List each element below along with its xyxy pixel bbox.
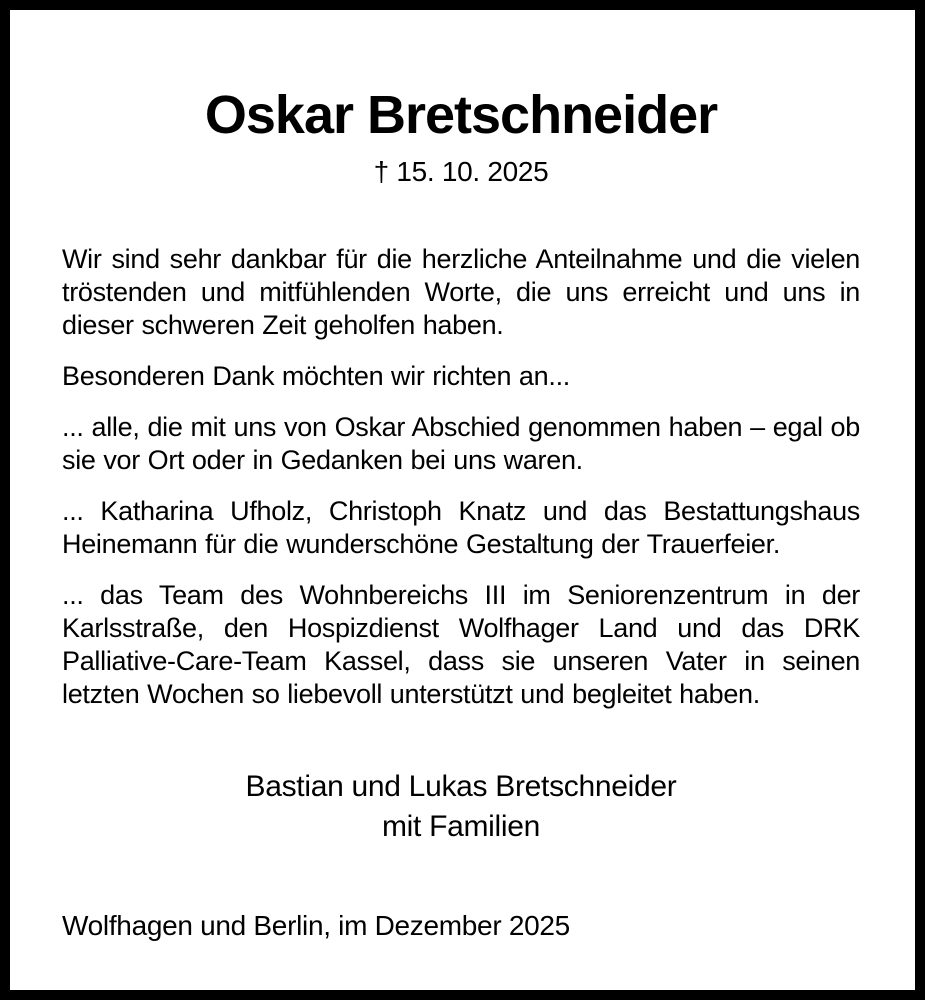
condolence-paragraph-funeral-home: ... Katharina Ufholz, Christoph Knatz und das Bestattungshaus Heinemann für die wunderschöne Gestaltung der Trauerfeier. [62,495,860,559]
signature-families: mit Familien [381,809,541,843]
condolence-paragraph-thanks: Wir sind sehr dankbar für die herzliche Anteilnahme und die vielen tröstenden und mitfühlenden Worte, die uns erreicht und uns in dieser schweren Zeit geholfen haben. [62,243,860,340]
condolence-paragraph-intro: Besonderen Dank möchten wir richten an... [62,360,570,391]
condolence-paragraph-mourners: ... alle, die mit uns von Oskar Abschied genommen haben – egal ob sie vor Ort oder in Gedanken bei uns waren. [62,411,860,475]
deceased-name: Oskar Bretschneider [204,85,718,145]
signature-names: Bastian und Lukas Bretschneider [245,769,677,803]
condolence-text [62,243,860,711]
signature-block [62,767,860,847]
place-date-line: Wolfhagen und Berlin, im Dezember 2025 [62,909,570,941]
death-date: † 15. 10. 2025 [373,156,549,188]
condolence-paragraph-care-team: ... das Team des Wohnbereichs III im Seniorenzentrum in der Karlsstraße, den Hospizdienst Wolfhager Land und das DRK Palliative-Care-Team Kassel, dass sie unseren Vater in seinen letzten Wochen so liebevoll unterstützt und begleitet haben. [62,579,860,709]
